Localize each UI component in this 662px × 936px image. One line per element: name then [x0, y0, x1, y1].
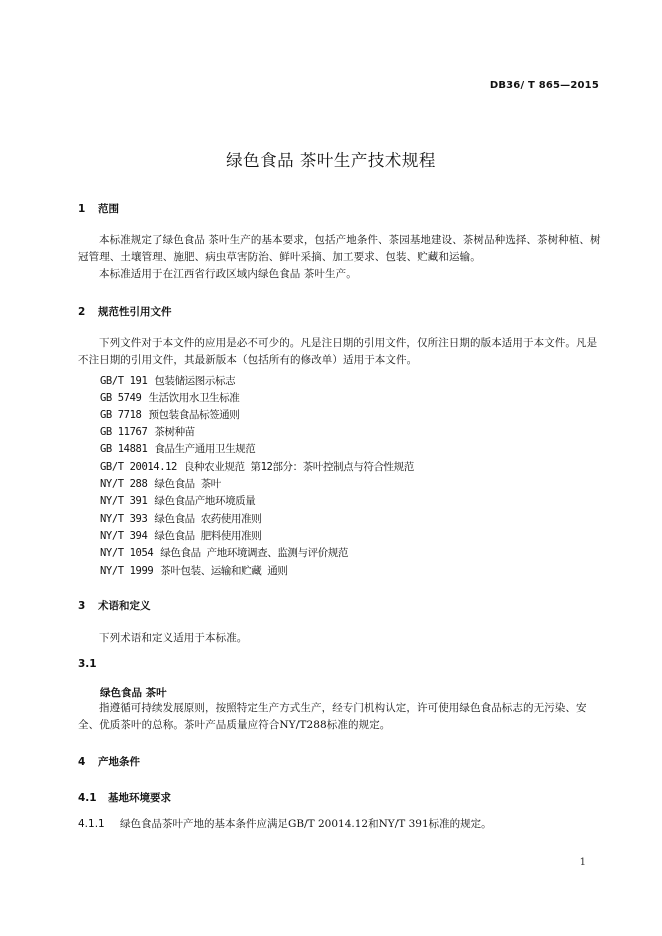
section-3-heading — [78, 598, 151, 613]
normative-paragraph: 下列文件对于本文件的应用是必不可少的。凡是注日期的引用文件，仅所注日期的版本适用于本文件。凡是不注日期的引用文件，其最新版本（包括所有的修改单）适用于本文件。 — [78, 337, 598, 366]
reference-item: NY/T 393 绿色食品 农药使用准则 — [100, 513, 262, 525]
reference-item: GB 7718 预包装食品标签通则 — [100, 409, 240, 421]
terms-paragraph: 下列术语和定义适用于本标准。 — [99, 632, 248, 644]
reference-item: NY/T 391 绿色食品产地环境质量 — [100, 495, 256, 507]
section-number: 2 — [78, 306, 86, 318]
page-number: 1 — [579, 857, 586, 868]
term-definition: 指遵循可持续发展原则，按照特定生产方式生产，经专门机构认定，许可使用绿色食品标志的无污染、安全、优质茶叶的总称。茶叶产品质量应符合NY/T288标准的规定。 — [78, 702, 587, 731]
section-title: 术语和定义 — [98, 600, 151, 612]
clause-4-1-1 — [78, 816, 492, 831]
section-title: 范围 — [98, 203, 119, 215]
clause-text: 绿色食品茶叶产地的基本条件应满足GB/T 20014.12和NY/T 391标准的规定。 — [120, 818, 492, 830]
section-1-heading — [78, 201, 119, 216]
reference-item: GB 11767 茶树种苗 — [100, 426, 195, 438]
scope-paragraph-2: 本标准适用于在江西省行政区域内绿色食品 茶叶生产。 — [99, 268, 357, 280]
term-title: 绿色食品 茶叶 — [100, 687, 167, 699]
document-code: DB36/ T 865—2015 — [489, 80, 599, 91]
subsection-title: 基地环境要求 — [108, 792, 171, 804]
section-4-heading — [78, 754, 140, 769]
reference-item: GB/T 191 包装储运图示标志 — [100, 375, 236, 387]
reference-item: GB 5749 生活饮用水卫生标准 — [100, 392, 240, 404]
scope-paragraph-1: 本标准规定了绿色食品 茶叶生产的基本要求，包括产地条件、茶园基地建设、茶树品种选择、茶树种植、树冠管理、土壤管理、施肥、病虫草害防治、鲜叶采摘、加工要求、包装、贮藏和运输。 — [78, 234, 601, 263]
section-2-heading — [78, 304, 172, 319]
section-title: 产地条件 — [98, 756, 140, 768]
section-title: 规范性引用文件 — [98, 306, 172, 318]
section-number: 3 — [78, 600, 86, 612]
section-number: 4 — [78, 756, 86, 768]
subsection-4-1-heading — [78, 790, 171, 805]
reference-item: GB 14881 食品生产通用卫生规范 — [100, 443, 256, 455]
reference-item: NY/T 394 绿色食品 肥料使用准则 — [100, 530, 262, 542]
clause-number: 4.1.1 — [78, 818, 105, 830]
section-number: 1 — [78, 203, 86, 215]
subsection-3-1-number: 3.1 — [78, 658, 97, 670]
subsection-number: 4.1 — [78, 792, 97, 804]
reference-item: NY/T 1999 茶叶包装、运输和贮藏 通则 — [100, 565, 288, 577]
reference-item: GB/T 20014.12 良种农业规范 第12部分：茶叶控制点与符合性规范 — [100, 461, 414, 473]
reference-item: NY/T 1054 绿色食品 产地环境调查、监测与评价规范 — [100, 547, 349, 559]
reference-item: NY/T 288 绿色食品 茶叶 — [100, 478, 221, 490]
document-title: 绿色食品 茶叶生产技术规程 — [226, 151, 436, 170]
